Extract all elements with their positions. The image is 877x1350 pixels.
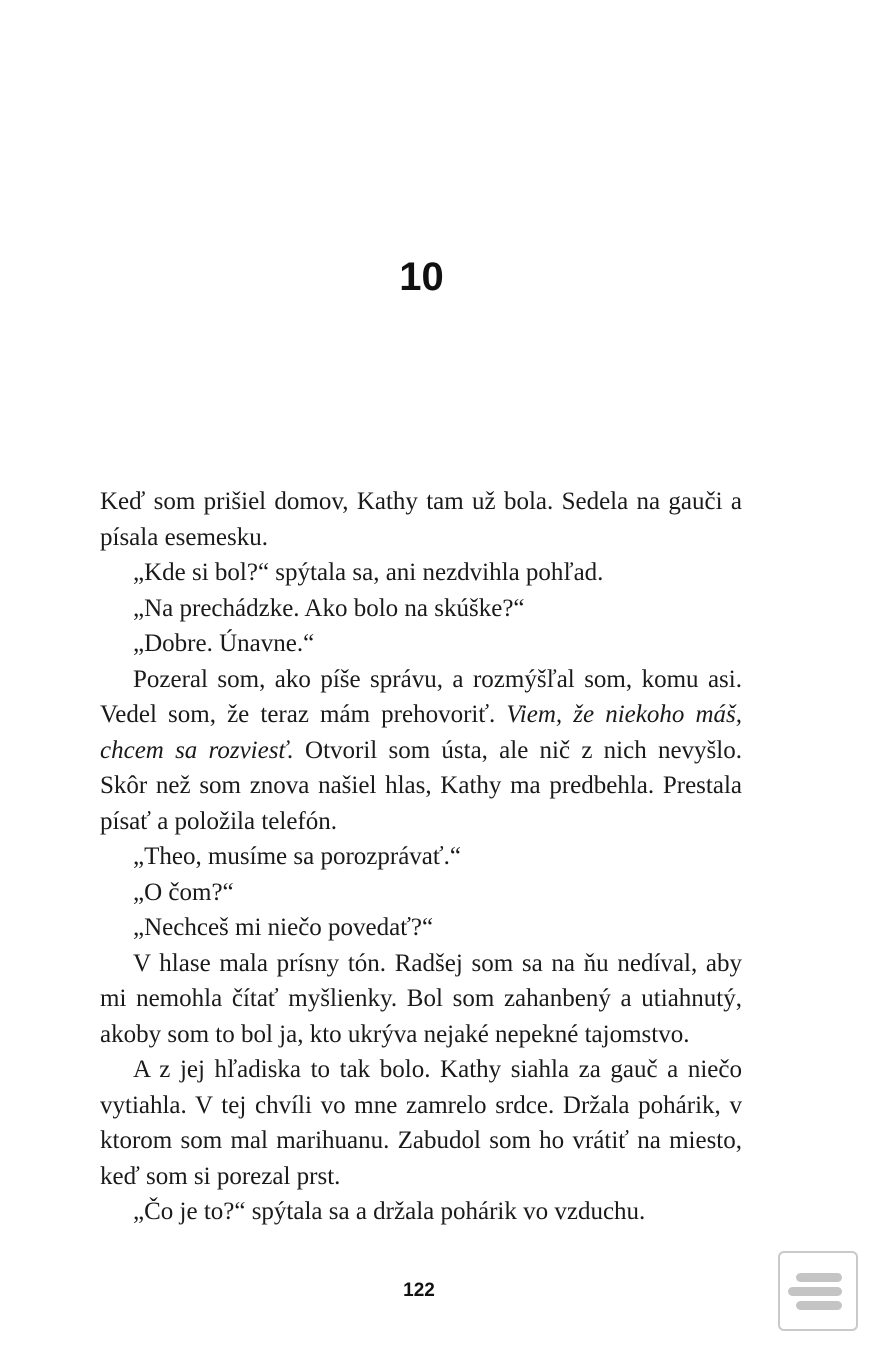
paragraph: [100, 875, 742, 911]
paragraph-text: „O čom?“: [133, 878, 234, 906]
paragraph: [100, 946, 742, 1053]
menu-lines-icon: [796, 1273, 842, 1282]
menu-button[interactable]: [778, 1251, 858, 1331]
menu-lines-icon: [788, 1287, 842, 1296]
paragraph-text: Keď som prišiel domov, Kathy tam už bola. Sedela na gauči a písala esemesku.: [100, 488, 742, 551]
paragraph: [100, 484, 742, 555]
menu-lines-icon: [796, 1301, 842, 1310]
paragraph-text: A z jej hľadiska to tak bolo. Kathy siahla za gauč a niečo vytiahla. V tej chvíli vo mne zamrelo srdce. Držala pohárik, v ktorom som mal marihuanu. Zabudol som ho vrátiť na miesto, keď som si porezal prst.: [100, 1056, 742, 1190]
paragraph-text: „Nechceš mi niečo povedať?“: [133, 914, 434, 941]
page-number: 122: [403, 1280, 435, 1301]
paragraph-text: „Dobre. Únavne.“: [133, 630, 315, 657]
paragraph: [100, 591, 742, 627]
paragraph: [100, 626, 742, 662]
paragraph-text: Pozeral som, ako píše správu, a rozmýšľal som, komu asi. Vedel som, že teraz mám prehovoriť.: [100, 665, 742, 728]
paragraph: [100, 1052, 742, 1194]
paragraph-text: „Čo je to?“ spýtala sa a držala pohárik vo vzduchu.: [133, 1198, 646, 1225]
chapter-number: 10: [399, 255, 444, 299]
paragraph: [100, 910, 742, 946]
paragraph-text: Otvoril som ústa, ale nič z nich nevyšlo. Skôr než som znova našiel hlas, Kathy ma predbehla. Prestala písať a položila telefón.: [100, 736, 742, 835]
italic-thought: Viem, že niekoho máš, chcem sa rozviesť.: [100, 701, 742, 764]
paragraph: [100, 555, 742, 591]
paragraph: [100, 1194, 742, 1230]
paragraph-text: „Kde si bol?“ spýtala sa, ani nezdvihla pohľad.: [133, 559, 604, 586]
paragraph: [100, 839, 742, 875]
paragraph-text: „Na prechádzke. Ako bolo na skúške?“: [133, 594, 525, 622]
paragraph: [100, 662, 742, 840]
paragraph-text: „Theo, musíme sa porozprávať.“: [133, 843, 461, 870]
chapter-text: [100, 484, 742, 1230]
paragraph-text: V hlase mala prísny tón. Radšej som sa na ňu nedíval, aby mi nemohla čítať myšlienky. Bol som zahanbený a utiahnutý, akoby som to bol ja, kto ukrýva nejaké nepekné tajomstvo.: [100, 949, 742, 1048]
